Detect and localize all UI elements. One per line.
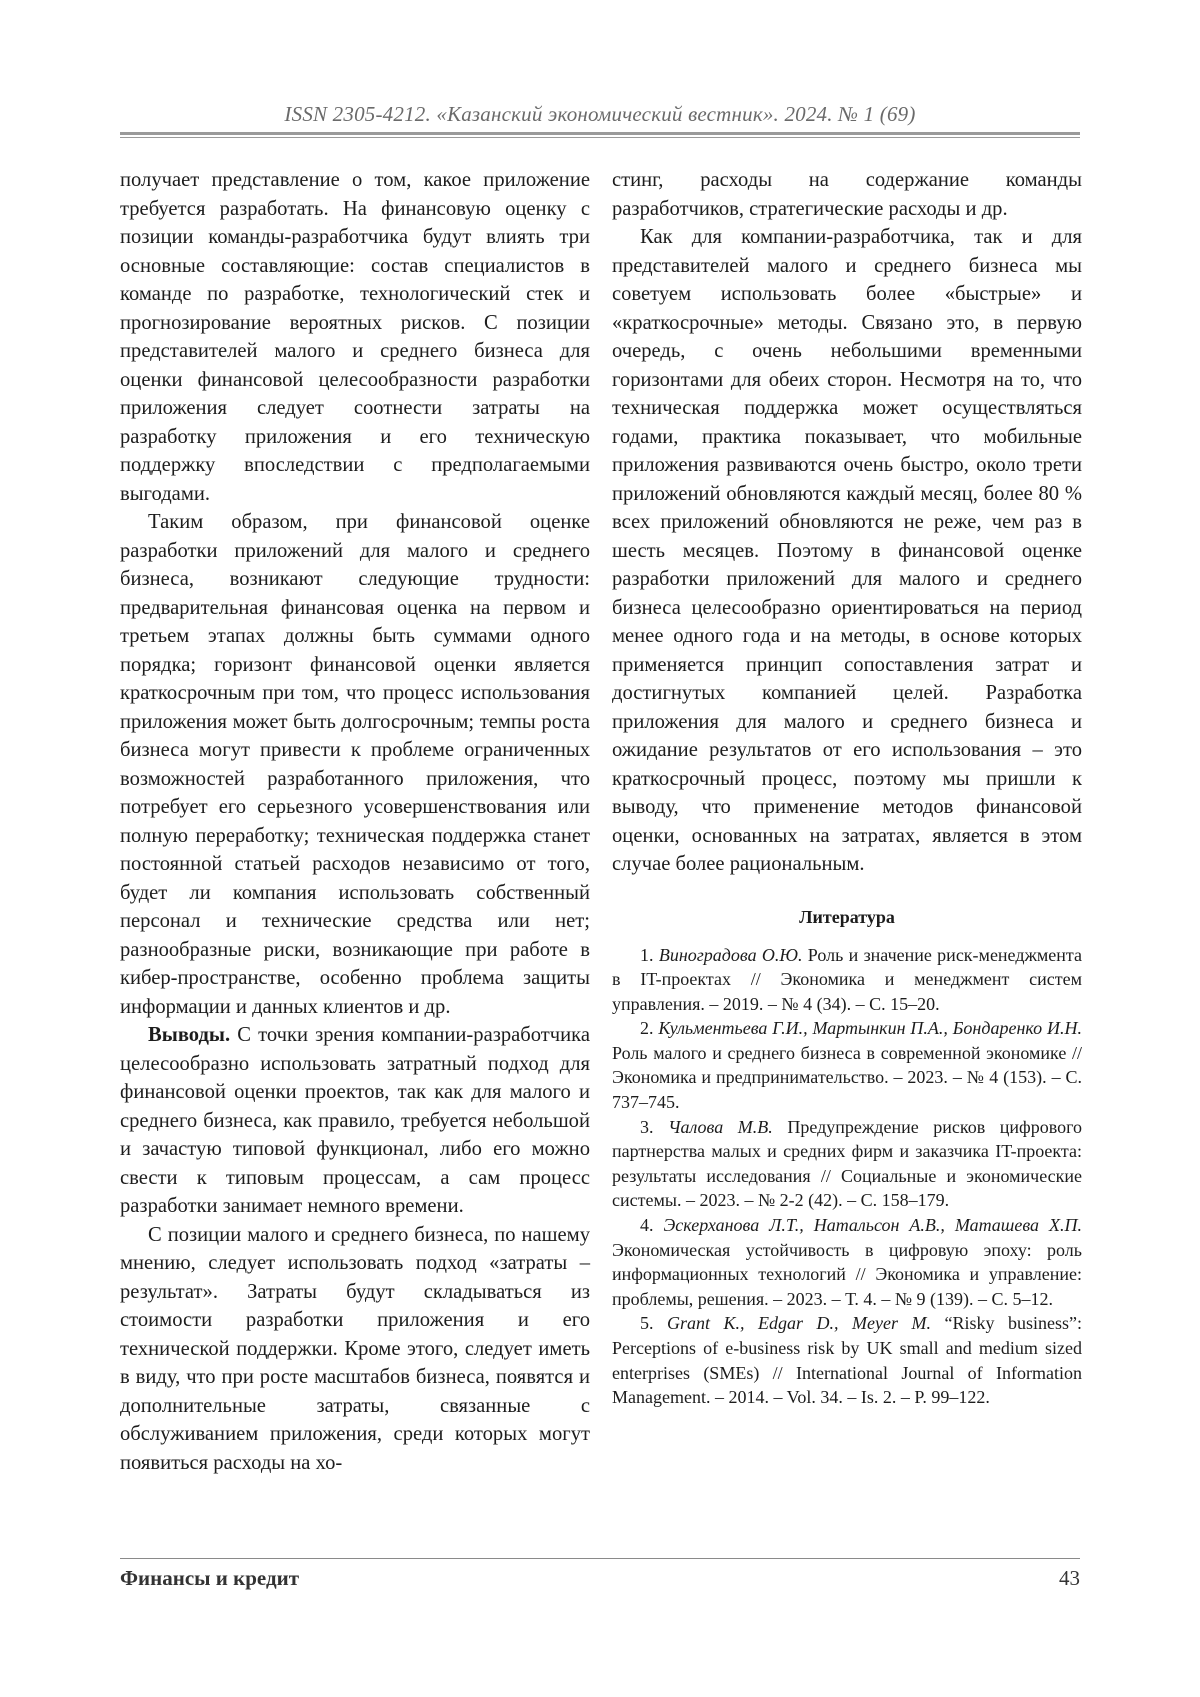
references-title: Литература — [799, 906, 895, 927]
paragraph-conclusions — [120, 1021, 590, 1221]
reference-authors: Кульментьева Г.И., Мартынкин П.А., Бондаренко И.Н. — [658, 1018, 1082, 1039]
reference-item: 4. Эскерханова Л.Т., Натальсон А.В., Маташева Х.П. Экономическая устойчивость в цифровую эпоху: роль информационных технологий // Экономика и управление: проблемы, решения. – 2023. – Т. 4. – № 9 (139). – С. 5–12. — [612, 1215, 1083, 1309]
page-number: 43 — [1059, 1566, 1080, 1590]
reference-authors: Чалова М.В. — [668, 1116, 773, 1137]
reference-authors: Эскерханова Л.Т., Натальсон А.В., Маташева Х.П. — [663, 1215, 1083, 1236]
reference-item: 2. Кульментьева Г.И., Мартынкин П.А., Бондаренко И.Н. Роль малого и среднего бизнеса в современной экономике // Экономика и предпринимательство. – 2023. – № 4 (153). – С. 737–745. — [612, 1018, 1082, 1113]
reference-item: 1. Виноградова О.Ю. Роль и значение риск-менеджмента в IT-проектах // Экономика и менеджмент систем управления. – 2019. – № 4 (34). – С. 15–20. — [612, 944, 1082, 1014]
header-rule-thick — [120, 132, 1080, 135]
reference-item: 3. Чалова М.В. Предупреждение рисков цифрового партнерства малых и средних фирм и заказчика IT-проекта: результаты исследования // Социальные и экономические системы. – 2023. – № 2-2 (42). – С. 158–179. — [612, 1116, 1083, 1211]
right-column — [612, 166, 1082, 1410]
header-rule-thin — [120, 137, 1080, 138]
reference-authors: Виноградова О.Ю. — [658, 944, 803, 965]
paragraph: С позиции малого и среднего бизнеса, по нашему мнению, следует использовать подход «затраты – результат». Затраты будут складываться из стоимости разработки приложения и его технической поддержки. Кроме этого, следует иметь в виду, что при росте масштабов бизнеса, появятся и дополнительные затраты, связанные с обслуживанием приложения, среди которых могут появиться расходы на хо- — [120, 1223, 590, 1474]
footer-rule — [120, 1558, 1080, 1559]
conclusions-heading: Выводы. — [148, 1024, 231, 1046]
footer-section-title: Финансы и кредит — [120, 1566, 300, 1590]
reference-item: 5. Grant K., Edgar D., Meyer M. “Risky business”: Perceptions of e-business risk by UK small and medium sized enterprises (SMEs) // International Journal of Information Management. – 2014. – Vol. 34. – Is. 2. – P. 99–122. — [612, 1313, 1082, 1408]
references-list — [612, 943, 1082, 1410]
paragraph: получает представление о том, какое приложение требуется разработать. На финансовую оценку с позиции команды-разработчика будут влиять три основные составляющие: состав специалистов в команде по разработке, технологический стек и прогнозирование вероятных рисков. С позиции представителей малого и среднего бизнеса для оценки финансовой целесообразности разработки приложения следует соотнести затраты на разработку приложения и его техническую поддержку впоследствии с предполагаемыми выгодами. — [120, 169, 590, 505]
paragraph: Таким образом, при финансовой оценке разработки приложений для малого и среднего бизнеса, возникают следующие трудности: предварительная финансовая оценка на первом и третьем этапах должны быть суммами одного порядка; горизонт финансовой оценки является краткосрочным при том, что процесс использования приложения может быть долгосрочным; темпы роста бизнеса могут привести к проблеме ограниченных возможностей разработанного приложения, что потребует его серьезного усовершенствования или полную переработку; техническая поддержка станет постоянной статьей расходов независимо от того, будет ли компания использовать собственный персонал и технические средства или нет; разнообразные риски, возникающие при работе в кибер-пространстве, особенно проблема защиты информации и данных клиентов и др. — [120, 511, 590, 1018]
running-header: ISSN 2305-4212. «Казанский экономический вестник». 2024. № 1 (69) — [284, 102, 916, 126]
paragraph: Как для компании-разработчика, так и для представителей малого и среднего бизнеса мы советуем использовать более «быстрые» и «краткосрочные» методы. Связано это, в первую очередь, с очень небольшими временными горизонтами для обеих сторон. Несмотря на то, что техническая поддержка может осуществляться годами, практика показывает, что мобильные приложения развиваются очень быстро, около трети приложений обновляются каждый месяц, более 80 % всех приложений обновляются не реже, чем раз в шесть месяцев. Поэтому в финансовой оценке разработки приложений для малого и среднего бизнеса целесообразно ориентироваться на период менее одного года и на методы, в основе которых применяется принцип сопоставления затрат и достигнутых компанией целей. Разработка приложения для малого и среднего бизнеса и ожидание результатов от его использования – это краткосрочный процесс, поэтому мы пришли к выводу, что применение методов финансовой оценки, основанных на затратах, является в этом случае более рациональным. — [612, 226, 1082, 875]
reference-authors: Grant K., Edgar D., Meyer M. — [667, 1313, 931, 1334]
left-column — [120, 166, 590, 1477]
paragraph: стинг, расходы на содержание команды разработчиков, стратегические расходы и др. — [612, 169, 1082, 220]
conclusions-text: С точки зрения компании-разработчика целесообразно использовать затратный подход для финансовой оценки проектов, так как для малого и среднего бизнеса, как правило, требуется небольшой и зачастую типовой функционал, либо его можно свести к типовым процессам, а сам процесс разработки занимает немного времени. — [120, 1024, 590, 1217]
